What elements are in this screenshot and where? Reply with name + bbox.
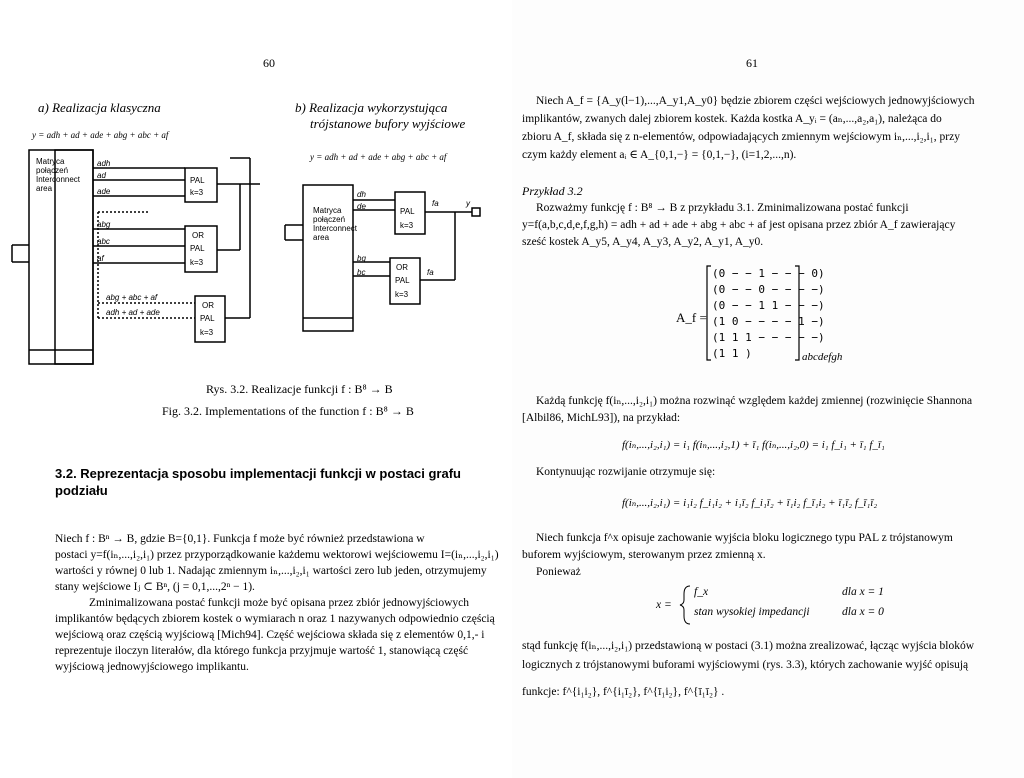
case-1-condition: dla x = 1 [842,586,884,598]
example-body: Rozważmy funkcję f : B⁸ → B z przykładu 3.1. Zminimalizowana postać funkcji y=f(a,b,c,d,e,f,g,h) = adh + ad + ade + abg + abc + af jest opisana przez zbiór A_f zawierający sześć kostek A_y5, A_y4, A_y3, A_y2, A_y1, A_y0. [522,202,956,248]
pal-a2-k: k=3 [190,258,204,267]
fig-b-matrix-label: Matryca połączeń Interconnect area [313,206,358,242]
term-abg: abg [97,220,111,229]
shannon-intro: Każdą funkcję f(iₙ,...,i₂,i₁) można rozwinąć względem każdej zmiennej (rozwinięcie Shannona [Albil86, MichL93]), na przykład: [522,395,973,424]
fig-b-title-1: b) Realizacja wykorzystująca [295,100,448,115]
right-page [512,0,1024,778]
fig-b-fa-2: fa [427,268,434,277]
fig-b-title-2: trójstanowe bufory wyjściowe [310,116,466,131]
section-body: Niech f : Bⁿ → B, gdzie B={0,1}. Funkcja f może być również przedstawiona w postaci y=f(iₙ,...,i₂,i₁) przez przyporządkowanie każdemu wektorowi wejściowemu I=(iₙ,...,i₂,i₁) wartości y równej 0 lub 1. Nadając zmiennym iₙ,...,i₂,i₁ wartości zero lub jeden, otrzymujemy stany wejściowe Iⱼ ⊂ Bⁿ, (j = 0,1,...,2ⁿ − 1). Zminimalizowana postać funkcji może być opisana przez zbiór jednowyjściowych implikantów będących zbiorem kostek o wymiarach n oraz 1 nazywanych odpowiednio częścią wejściową oraz częścią wyjściową [Mich94]. Część wejściowa składa się z elementów 0,1,- i reprezentuje iloczyn literałów, dla którego funkcja przyjmuje wartość 1, stanowiącą część wyjściową jednowyjściowego implikantu. [55,533,499,673]
fig-b-fa-1: fa [432,199,439,208]
term-bg: bg [357,254,366,263]
pal-a1-label: PAL [190,176,205,185]
caption-en: Fig. 3.2. Implementations of the function f : B⁸ → B [162,404,414,418]
pal-description: Niech funkcja f^x opisuje zachowanie wyjścia bloku logicznego typu PAL z trójstanowym buforem wyjściowym, sterowanym przez zmienną x. Ponieważ [522,532,953,578]
shannon-equation: f(iₙ,...,i₂,i₁) = i₁ f(iₙ,...,i₂,1) + ī₁ f(iₙ,...,i₂,0) = i₁ f_i₁ + ī₁ f_ī₁ [622,439,885,451]
pal-a3-label: PAL [200,314,215,323]
pal-a1-k: k=3 [190,188,204,197]
pal-a3-k: k=3 [200,328,214,337]
fig-b-output-y: y [466,199,470,208]
case-2-condition: dla x = 0 [842,606,884,618]
pal-b1-k: k=3 [400,221,414,230]
fig-a-matrix-label: Matryca połączeń Interconnect area [36,157,81,193]
fig-a-sum2: adh + ad + ade [106,308,160,317]
pal-b2-k: k=3 [395,290,409,299]
or-a2-label: OR [192,231,204,240]
matrix-variables: abcdefgh [802,351,843,363]
fig-b-equation: y = adh + ad + ade + abg + abc + af [310,152,447,162]
pal-a2-label: PAL [190,244,205,253]
or-a3-label: OR [202,301,214,310]
pal-b1-label: PAL [400,207,415,216]
final-paragraph: stąd funkcję f(iₙ,...,i₂,i₁) przedstawioną w postaci (3.1) można zrealizować, łącząc wyjścia bloków logicznych z trójstanowymi buforami wyjściowymi (rys. 3.3), których zachowanie wyjść opisują funkcje: f^{i₁i₂}, f^{i₁ī₂}, f^{ī₁i₂}, f^{ī₁ī₂} . [522,640,975,698]
case-brace [512,0,1024,640]
term-adh: adh [97,159,111,168]
example-title: Przykład 3.2 [522,184,583,198]
term-ade: ade [97,187,111,196]
term-abc: abc [97,237,110,246]
term-ad: ad [97,171,106,180]
case-lhs: x = [656,599,672,611]
matrix-label: A_f = [676,310,707,325]
page-number-left: 60 [263,56,275,70]
term-de: de [357,202,366,211]
case-1: f_x [694,586,709,598]
case-2: stan wysokiej impedancji [694,606,810,618]
expansion-equation: f(iₙ,...,i₂,i₁) = i₁i₂ f_i₁i₂ + i₁ī₂ f_i₁ī₂ + ī₁i₂ f_ī₁i₂ + ī₁ī₂ f_ī₁ī₂ [622,497,878,509]
page-number-right: 61 [746,56,758,70]
cube-definition: Niech A_f = {A_y(l−1),...,A_y1,A_y0} będzie zbiorem części wejściowych jednowyjściowych implikantów, zwanych dalej zbiorem kostek. Każda kostka A_yᵢ = (aₙ,...,a₂,a₁), należąca do zbioru A_f, składa się z n-elementów, odpowiadających zmiennym wejściowym iₙ,...,i₂,i₁, przy czym każdy element aᵢ ∈ A_{0,1,−} = {0,1,−}, (i=1,2,...,n). [522,95,975,161]
or-b2-label: OR [396,263,408,272]
section-heading-1: 3.2. Reprezentacja sposobu implementacji funkcji w postaci grafu [55,466,461,481]
caption-pl: Rys. 3.2. Realizacje funkcji f : B⁸ → B [206,382,393,396]
fig-a-title: a) Realizacja klasyczna [38,100,161,115]
fig-a-sum1: abg + abc + af [106,293,158,302]
fig-a-equation: y = adh + ad + ade + abg + abc + af [32,130,169,140]
term-bc: bc [357,268,366,277]
pal-b2-label: PAL [395,276,410,285]
section-heading-2: podziału [55,483,108,498]
term-dh: dh [357,190,366,199]
cube-matrix: (0 − − 1 − − − 0) (0 − − 0 − − − −) (0 − − 1 1 − − −) (1 0 − − − − 1 −) (1 1 1 − − − − −) (1 1 ) [712,267,825,360]
continue-text: Kontynuując rozwijanie otrzymuje się: [536,466,716,478]
term-af: af [97,254,104,263]
